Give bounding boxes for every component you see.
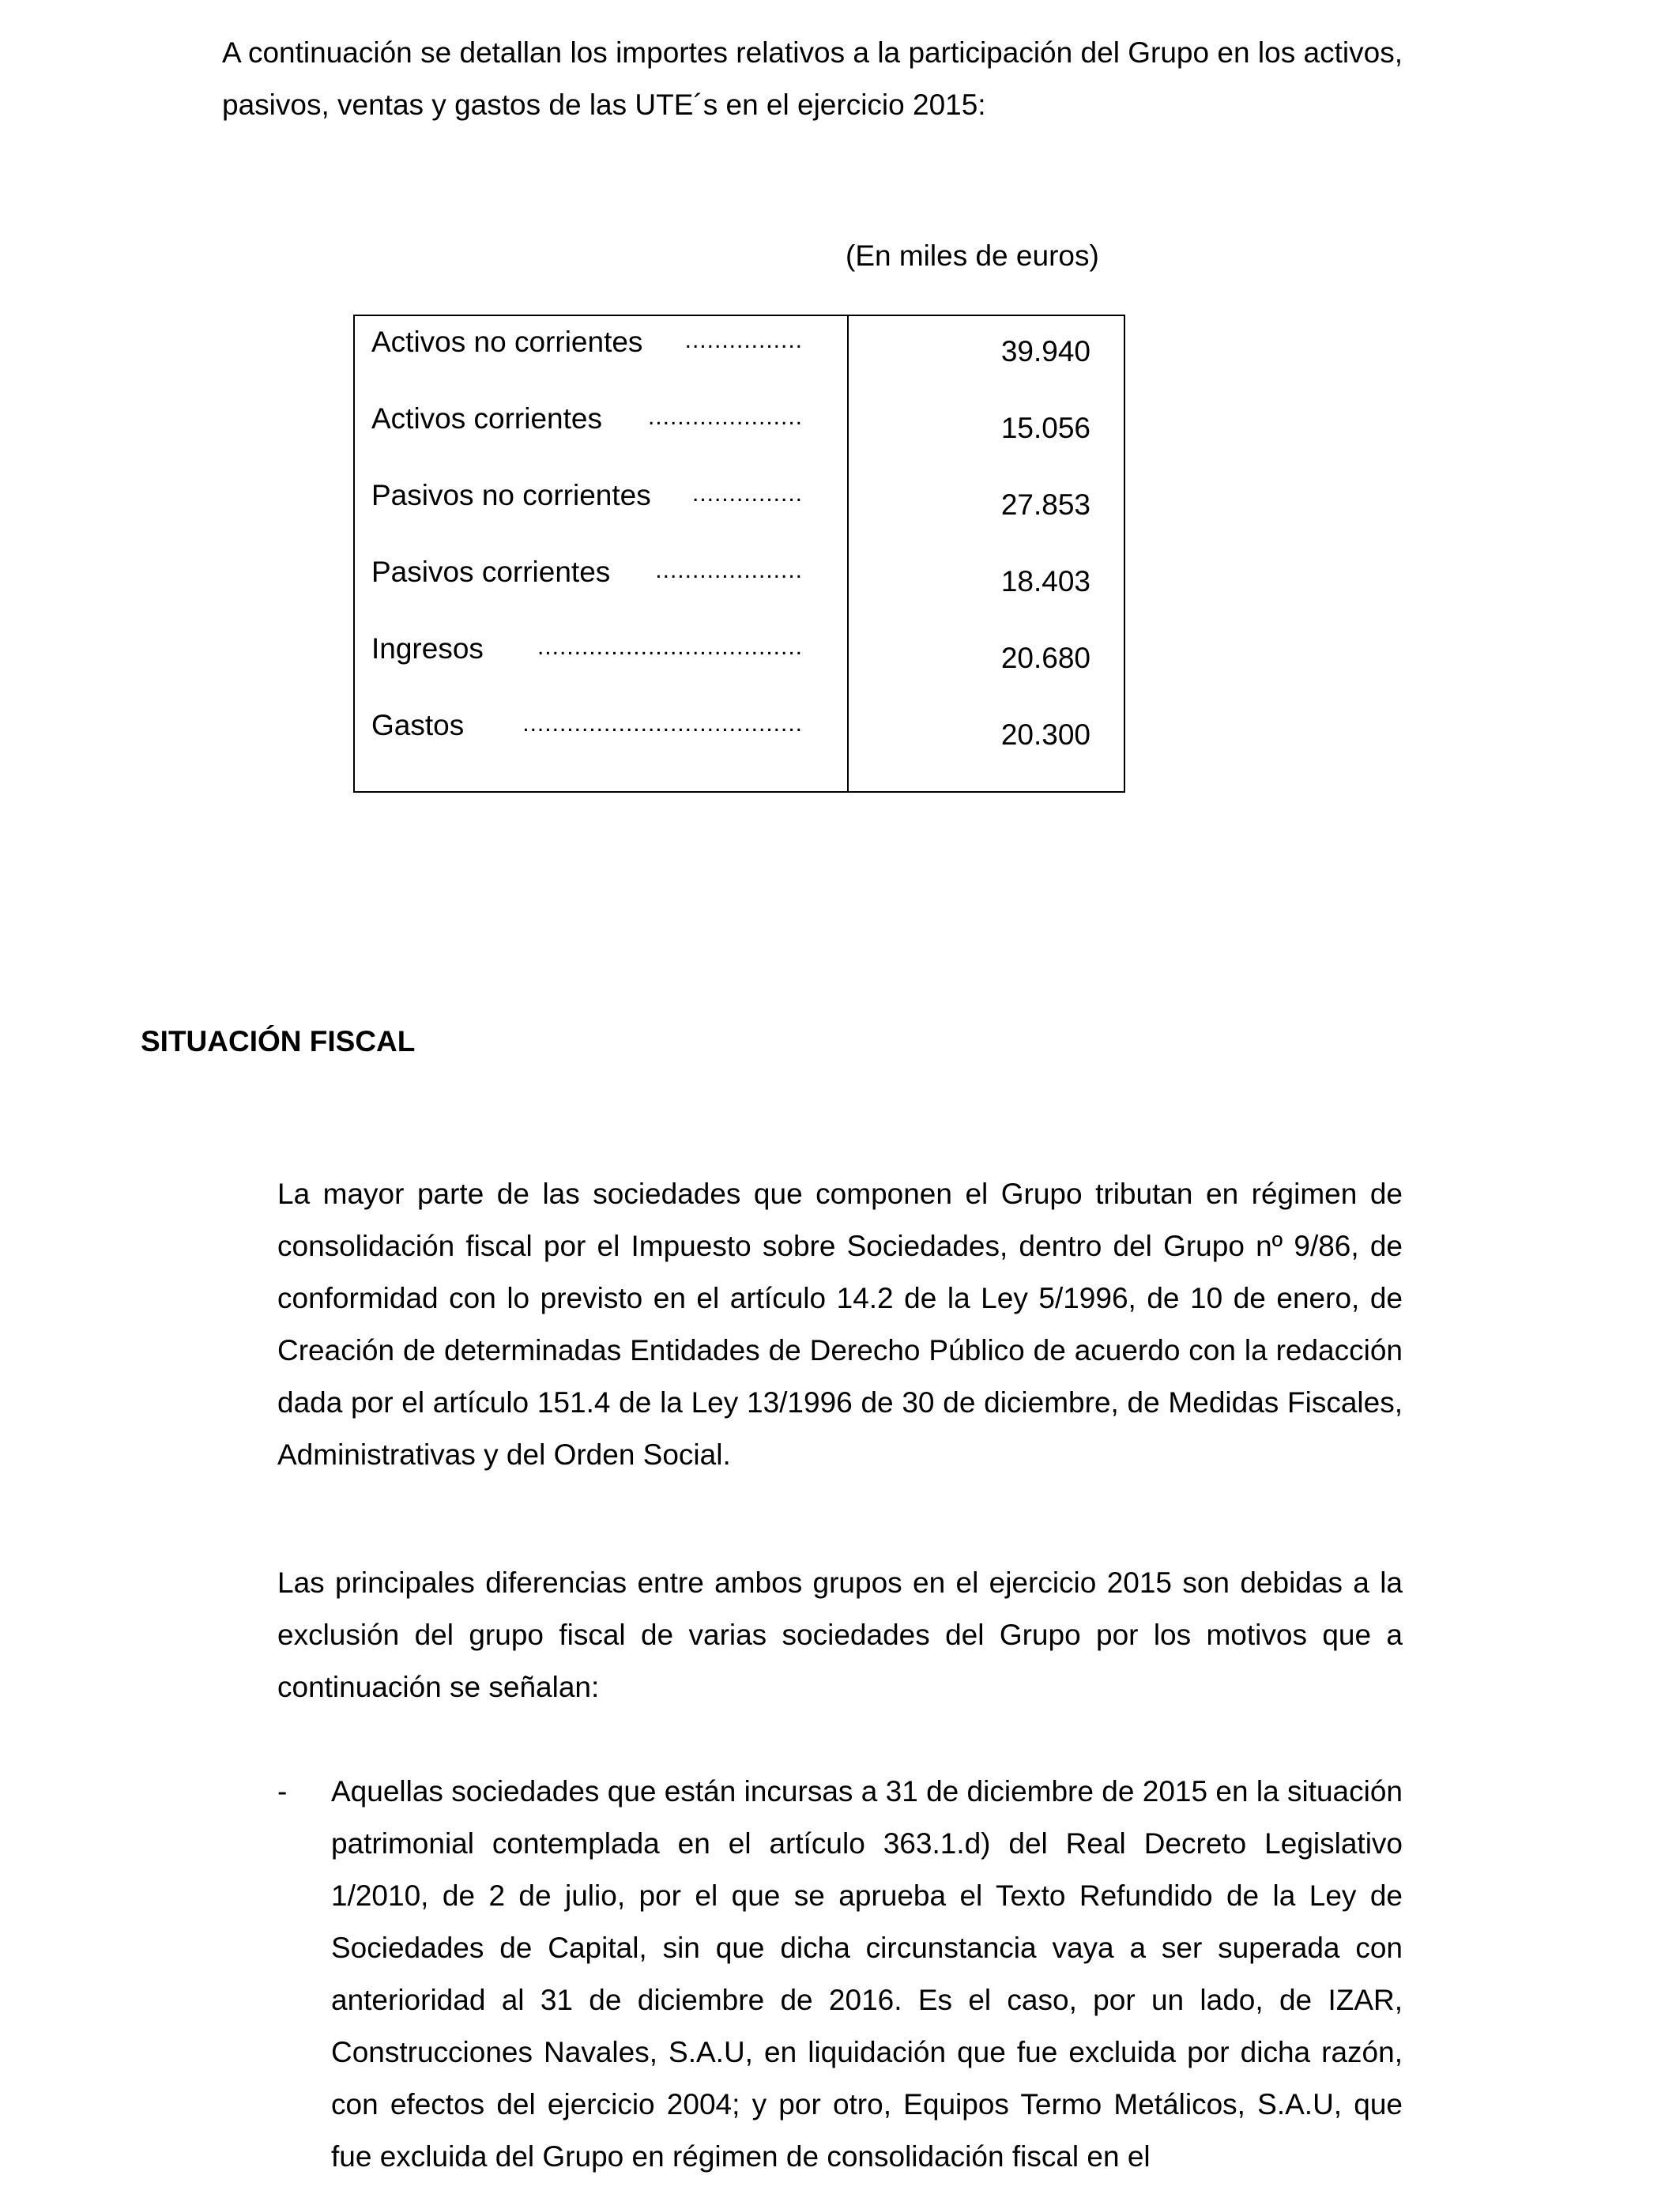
table-row bbox=[355, 479, 1124, 526]
row-leader-dots: ...................................... bbox=[522, 711, 803, 737]
row-label: Pasivos corrientes bbox=[371, 556, 611, 588]
row-value: 18.403 bbox=[1000, 565, 1090, 598]
section-heading: SITUACIÓN FISCAL bbox=[141, 1025, 416, 1057]
row-value: 39.940 bbox=[1000, 335, 1090, 368]
row-label: Pasivos no corrientes bbox=[371, 479, 651, 511]
table-row bbox=[355, 709, 1124, 756]
ute-figures-table bbox=[353, 315, 1125, 793]
bullet-text: Aquellas sociedades que están incursas a 31 de diciembre de 2015 en la situación patrimonial contemplada en el artículo 363.1.d) del Real Decreto Legislativo 1/2010, de 2 de julio, por el que se aprueba el Texto Refundido de la Ley de Sociedades de Capital, sin que dicha circunstancia vaya a ser superada con anterioridad al 31 de diciembre de 2016. Es el caso, por un lado, de IZAR, Construcciones Navales, S.A.U, en liquidación que fue excluida por dicha razón, con efectos del ejercicio 2004; y por otro, Equipos Termo Metálicos, S.A.U, que fue excluida del Grupo en régimen de consolidación fiscal en el bbox=[331, 1775, 1403, 2173]
row-value: 20.300 bbox=[1000, 718, 1090, 751]
units-caption: (En miles de euros) bbox=[846, 239, 1099, 272]
fiscal-paragraph-2: Las principales diferencias entre ambos grupos en el ejercicio 2015 son debidas a la exclusión del grupo fiscal de varias sociedades del Grupo por los motivos que a continuación se señalan: bbox=[277, 1566, 1403, 1703]
row-label: Ingresos bbox=[371, 632, 484, 665]
row-label: Gastos bbox=[371, 709, 465, 741]
intro-paragraph: A continuación se detallan los importes relativos a la participación del Grupo en los activos, pasivos, ventas y gastos de las UTE´s en el ejercicio 2015: bbox=[222, 36, 1403, 121]
row-value: 27.853 bbox=[1000, 488, 1090, 521]
fiscal-paragraph-1: La mayor parte de las sociedades que componen el Grupo tributan en régimen de consolidación fiscal por el Impuesto sobre Sociedades, dentro del Grupo nº 9/86, de conformidad con lo previsto en el artículo 14.2 de la Ley 5/1996, de 10 de enero, de Creación de determinadas Entidades de Derecho Público de acuerdo con la redacción dada por el artículo 151.4 de la Ley 13/1996 de 30 de diciembre, de Medidas Fiscales, Administrativas y del Orden Social. bbox=[277, 1178, 1403, 1471]
row-label: Activos no corrientes bbox=[371, 326, 643, 358]
bullet-marker: - bbox=[277, 1775, 288, 1808]
table-row bbox=[355, 326, 1124, 373]
row-label: Activos corrientes bbox=[371, 402, 602, 435]
row-leader-dots: ................ bbox=[684, 327, 803, 353]
table-row bbox=[355, 556, 1124, 603]
row-leader-dots: ............... bbox=[691, 481, 803, 507]
row-leader-dots: .................................... bbox=[537, 634, 803, 660]
row-leader-dots: .................... bbox=[655, 557, 803, 583]
row-leader-dots: ..................... bbox=[647, 404, 803, 430]
table-row bbox=[355, 632, 1124, 680]
row-value: 15.056 bbox=[1000, 412, 1090, 444]
table-row bbox=[355, 402, 1124, 450]
row-value: 20.680 bbox=[1000, 642, 1090, 674]
